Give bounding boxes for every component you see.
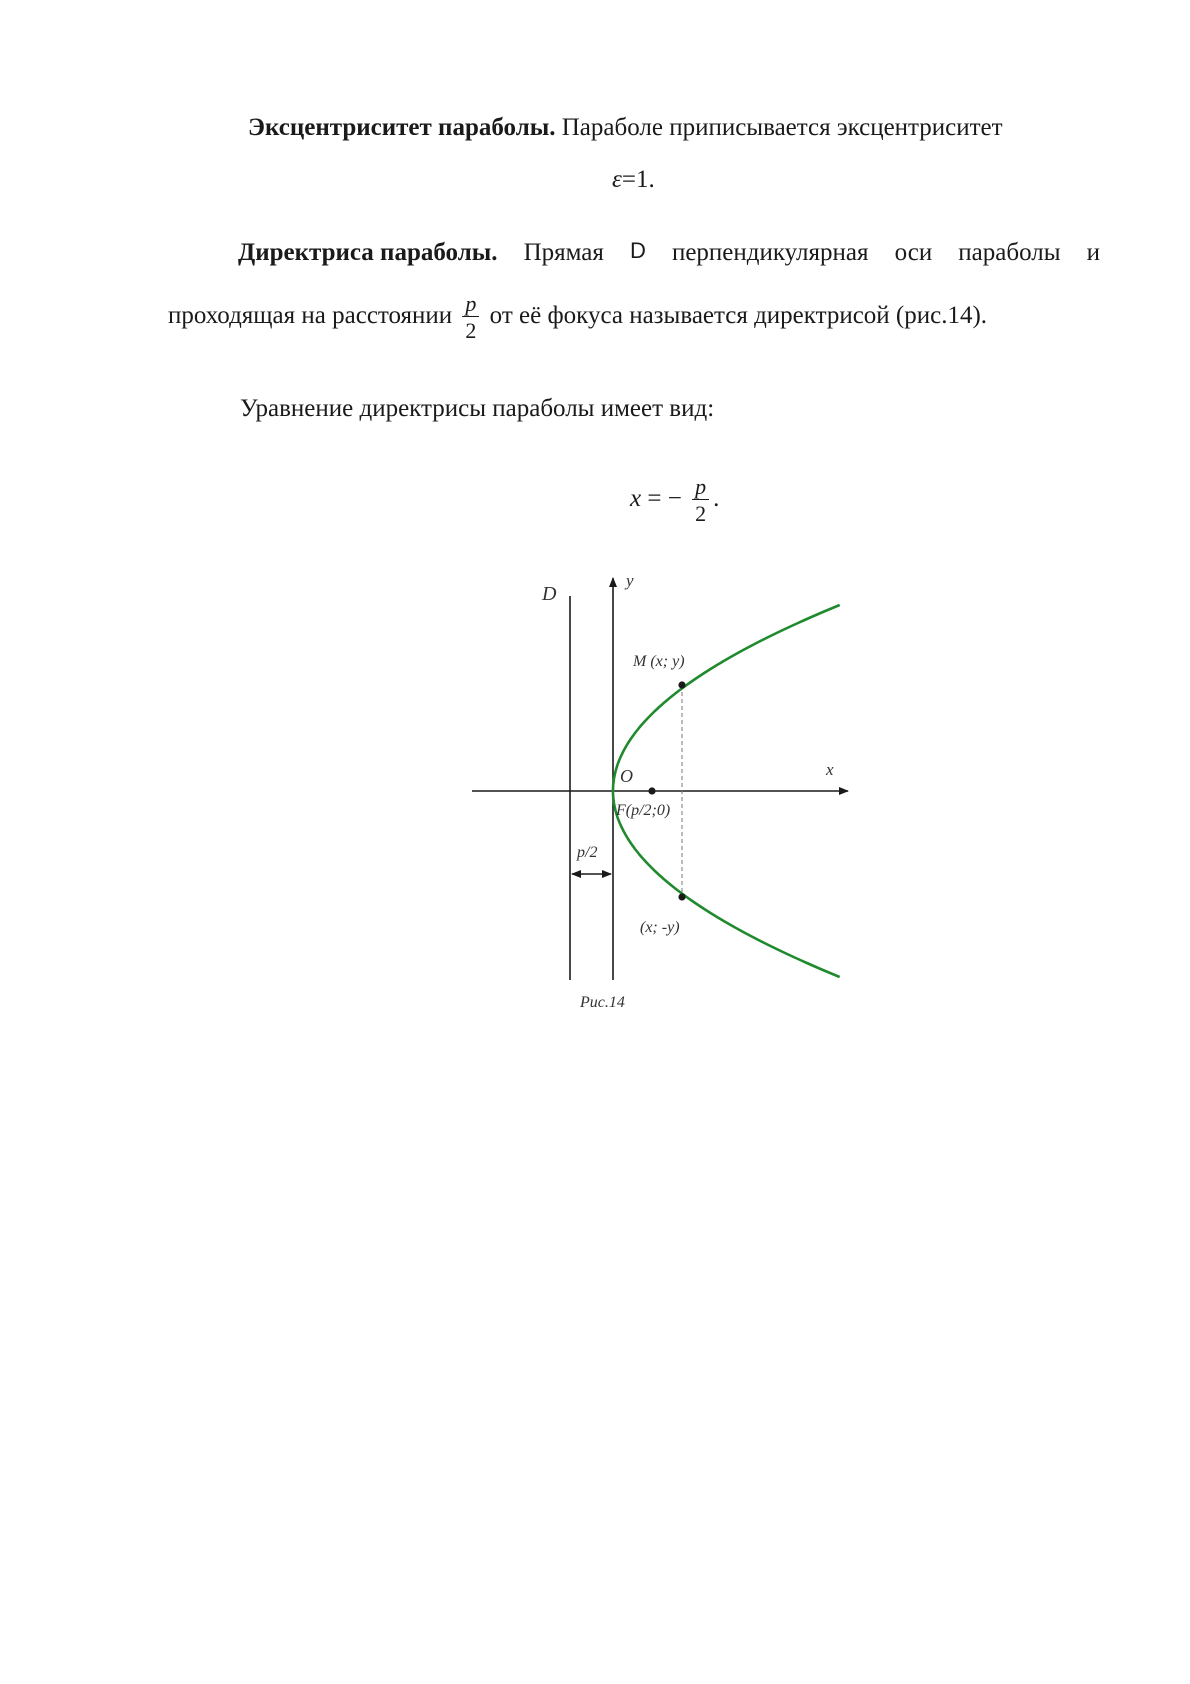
directrix-label: D [542, 583, 557, 605]
focus-label: F(p/2;0) [616, 802, 671, 819]
directrix-word-5: и [1086, 239, 1100, 266]
equation-x: x [630, 484, 642, 512]
p-over-2-fraction [462, 292, 479, 342]
eccentricity-heading: Эксцентриситет параболы. [248, 114, 556, 141]
eccentricity-equation [612, 165, 655, 195]
point-mirror [678, 893, 685, 900]
equation-period: . [713, 484, 720, 512]
directrix-equation-intro: Уравнение директрисы параболы имеет вид: [240, 395, 715, 422]
equation-numerator: p [692, 475, 709, 500]
eccentricity-text: Параболе приписывается эксцентриситет [561, 114, 1003, 141]
distance-label: p/2 [577, 844, 598, 861]
directrix-word-2: перпендикулярная [671, 239, 869, 266]
figure-caption: Рис.14 [580, 994, 625, 1011]
fraction-numerator: p [462, 292, 479, 317]
point-m-label: M (x; y) [633, 653, 685, 670]
directrix-paragraph-line2 [168, 292, 987, 342]
directrix-line2-after: от её фокуса называется директрисой (рис.14). [489, 301, 988, 329]
origin-label: O [620, 766, 633, 786]
directrix-word-1: Прямая [523, 239, 604, 266]
directrix-paragraph-line1 [238, 238, 1100, 268]
x-axis-label: x [826, 760, 834, 779]
directrix-line2-before: проходящая на расстоянии [168, 301, 453, 329]
equation-denominator: 2 [695, 501, 707, 527]
directrix-d-symbol: D [629, 238, 646, 263]
eccentricity-value: =1. [621, 166, 655, 193]
point-m [678, 681, 685, 688]
directrix-word-3: оси [894, 239, 933, 266]
directrix-word-4: параболы [958, 239, 1061, 266]
point-mirror-label: (x; -y) [640, 919, 680, 936]
parabola-figure [470, 560, 870, 1050]
equation-fraction [692, 475, 709, 525]
eccentricity-paragraph [248, 113, 1003, 143]
directrix-heading: Директриса параболы. [238, 239, 498, 266]
directrix-equation [630, 475, 719, 525]
fraction-denominator: 2 [465, 318, 477, 344]
epsilon-symbol: ε [612, 166, 622, 193]
focus-point [648, 787, 655, 794]
y-axis-label: y [626, 571, 634, 590]
equation-equals-minus: = − [647, 484, 682, 512]
